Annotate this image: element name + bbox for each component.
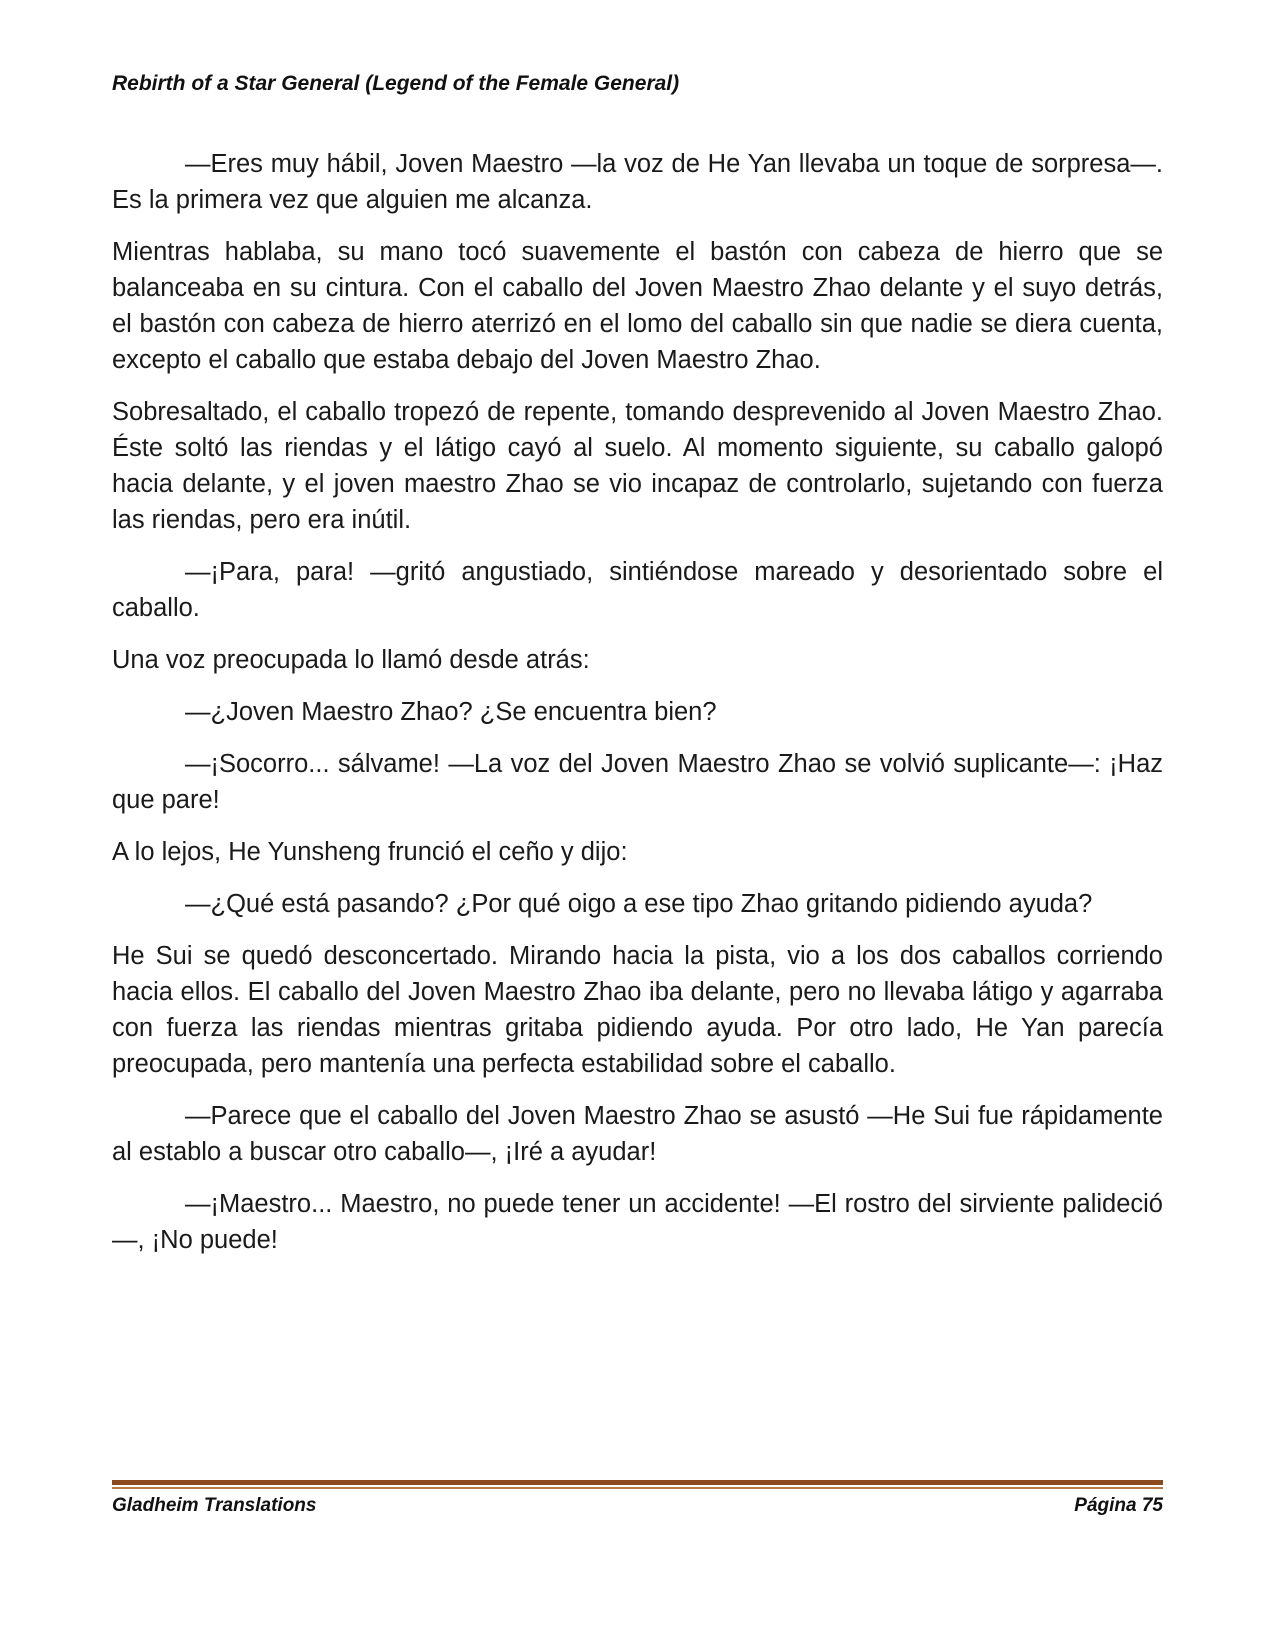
paragraph: Una voz preocupada lo llamó desde atrás:: [112, 646, 590, 674]
paragraph: Mientras hablaba, su mano tocó suavemente el bastón con cabeza de hierro que se balanceaba en su cintura. Con el caballo del Joven Maestro Zhao delante y el suyo detrás, el bastón con cabeza de hierro aterrizó en el lomo del caballo sin que nadie se diera cuenta, excepto el caballo que estaba debajo del Joven Maestro Zhao.: [112, 238, 1163, 374]
paragraph: —Eres muy hábil, Joven Maestro —la voz de He Yan llevaba un toque de sorpresa—. Es la primera vez que alguien me alcanza.: [112, 150, 1163, 214]
page-body: [112, 146, 1163, 1274]
footer-divider: [112, 1480, 1163, 1489]
paragraph: Sobresaltado, el caballo tropezó de repente, tomando desprevenido al Joven Maestro Zhao. Éste soltó las riendas y el látigo cayó al suelo. Al momento siguiente, su caballo galopó hacia delante, y el joven maestro Zhao se vio incapaz de controlarlo, sujetando con fuerza las riendas, pero era inútil.: [112, 398, 1163, 534]
footer-publisher: Gladheim Translations: [112, 1495, 317, 1516]
paragraph: —¡Maestro... Maestro, no puede tener un accidente! —El rostro del sirviente palideció—, ¡No puede!: [112, 1190, 1163, 1254]
paragraph: —¡Socorro... sálvame! —La voz del Joven Maestro Zhao se volvió suplicante—: ¡Haz que pare!: [112, 750, 1163, 814]
paragraph: —¿Qué está pasando? ¿Por qué oigo a ese tipo Zhao gritando pidiendo ayuda?: [185, 890, 1093, 918]
paragraph: He Sui se quedó desconcertado. Mirando hacia la pista, vio a los dos caballos corriendo hacia ellos. El caballo del Joven Maestro Zhao iba delante, pero no llevaba látigo y agarraba con fuerza las riendas mientras gritaba pidiendo ayuda. Por otro lado, He Yan parecía preocupada, pero mantenía una perfecta estabilidad sobre el caballo.: [112, 942, 1163, 1078]
paragraph: —¡Para, para! —gritó angustiado, sintiéndose mareado y desorientado sobre el caballo.: [112, 558, 1163, 622]
running-header: Rebirth of a Star General (Legend of the Female General): [112, 72, 680, 95]
footer-page-number: Página 75: [1074, 1495, 1163, 1516]
paragraph: A lo lejos, He Yunsheng frunció el ceño y dijo:: [112, 838, 628, 866]
paragraph: —¿Joven Maestro Zhao? ¿Se encuentra bien?: [185, 698, 717, 726]
paragraph: —Parece que el caballo del Joven Maestro Zhao se asustó —He Sui fue rápidamente al establo a buscar otro caballo—, ¡Iré a ayudar!: [112, 1102, 1163, 1166]
footer-divider-thin: [112, 1487, 1163, 1489]
